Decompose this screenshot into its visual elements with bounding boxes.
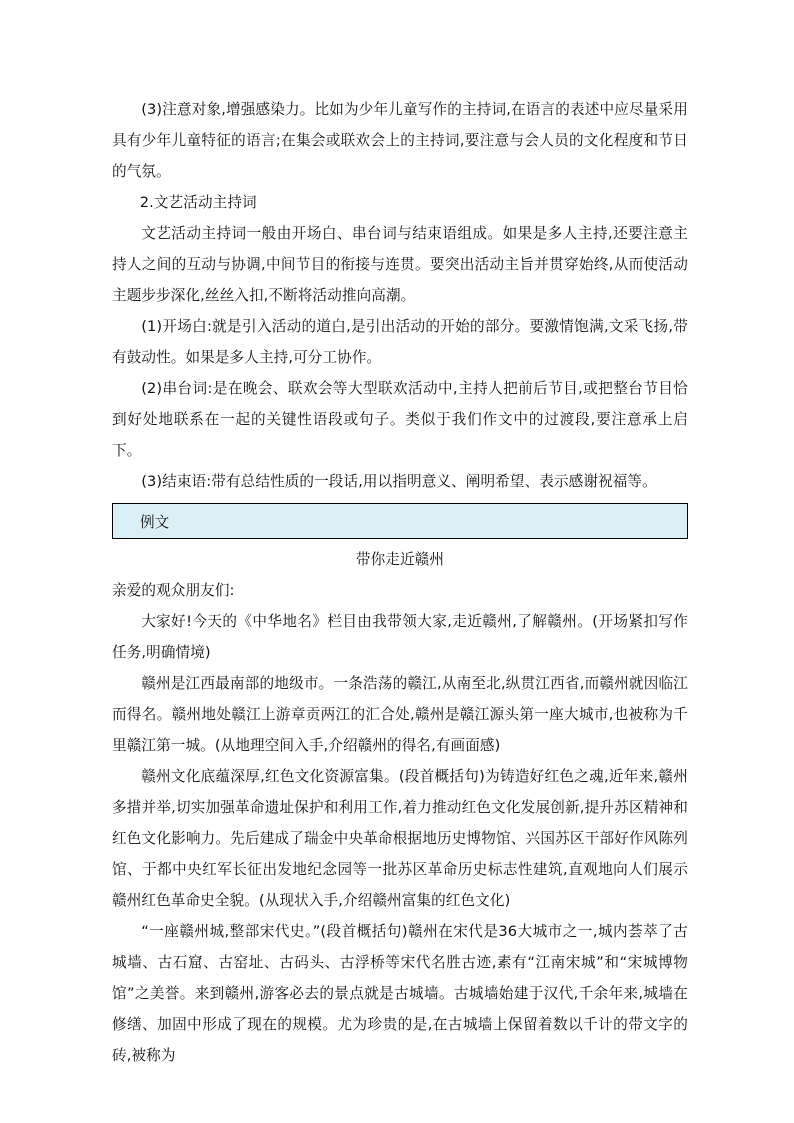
article-paragraph: 赣州文化底蕴深厚,红色文化资源富集。(段首概括句)为铸造好红色之魂,近年来,赣州多措并举,切实加强革命遗址保护和利用工作,着力推动红色文化发展创新,提升苏区精神和红色文化影响力。先后建成了瑞金中央革命根据地历史博物馆、兴国苏区干部好作风陈列馆、于都中央红军长征出发地纪念园等一批苏区革命历史标志性建筑,直观地向人们展示赣州红色革命史全貌。(从现状入手,介绍赣州富集的红色文化) — [112, 768, 688, 909]
paragraph-transition: (2)串台词:是在晚会、联欢会等大型联欢活动中,主持人把前后节目,或把整台节目恰到好处地联系在一起的关键性语段或句子。类似于我们作文中的过渡段,要注意承上启下。 — [112, 380, 688, 459]
paragraph-opening: (1)开场白:就是引入活动的道白,是引出活动的开始的部分。要激情饱满,文采飞扬,带有鼓动性。如果是多人主持,可分工协作。 — [112, 318, 688, 366]
article-paragraph: 大家好!今天的《中华地名》栏目由我带领大家,走近赣州,了解赣州。(开场紧扣写作任务,明确情境) — [112, 613, 688, 661]
section-heading-arts-host-script: 2.文艺活动主持词 — [139, 194, 257, 211]
article-paragraph: 赣州是江西最南部的地级市。一条浩荡的赣江,从南至北,纵贯江西省,而赣州就因临江而得名。赣州地处赣江上游章贡两江的汇合处,赣州是赣江源头第一座大城市,也被称为千里赣江第一城。(从地理空间入手,介绍赣州的得名,有画面感) — [112, 675, 688, 754]
paragraph-closing: (3)结束语:带有总结性质的一段话,用以指明意义、阐明希望、表示感谢祝福等。 — [141, 473, 657, 490]
paragraph-arts-host-intro: 文艺活动主持词一般由开场白、串台词与结束语组成。如果是多人主持,还要注意主持人之间的互动与协调,中间节目的衔接与连贯。要突出活动主旨并贯穿始终,从而使活动主题步步深化,丝丝入扣,不断将活动推向高潮。 — [112, 225, 688, 304]
paragraph-attention-object: (3)注意对象,增强感染力。比如为少年儿童写作的主持词,在语言的表述中应尽量采用具有少年儿童特征的语言;在集会或联欢会上的主持词,要注意与会人员的文化程度和节日的气氛。 — [112, 101, 688, 180]
document-body — [112, 94, 688, 1071]
article-title: 带你走近赣州 — [355, 551, 445, 568]
article-greeting: 亲爱的观众朋友们: — [112, 582, 235, 599]
example-label: 例文 — [140, 513, 170, 531]
example-label-bar — [112, 503, 688, 539]
article-paragraph: “一座赣州城,整部宋代史。”(段首概括句)赣州在宋代是36大城市之一,城内荟萃了古城墙、古石窟、古窑址、古码头、古浮桥等宋代名胜古迹,素有“江南宋城”和“宋城博物馆”之美誉。来到赣州,游客必去的景点就是古城墙。古城墙始建于汉代,千余年来,城墙在修缮、加固中形成了现在的规模。尤为珍贵的是,在古城墙上保留着数以千计的带文字的砖,被称为 — [112, 923, 688, 1064]
